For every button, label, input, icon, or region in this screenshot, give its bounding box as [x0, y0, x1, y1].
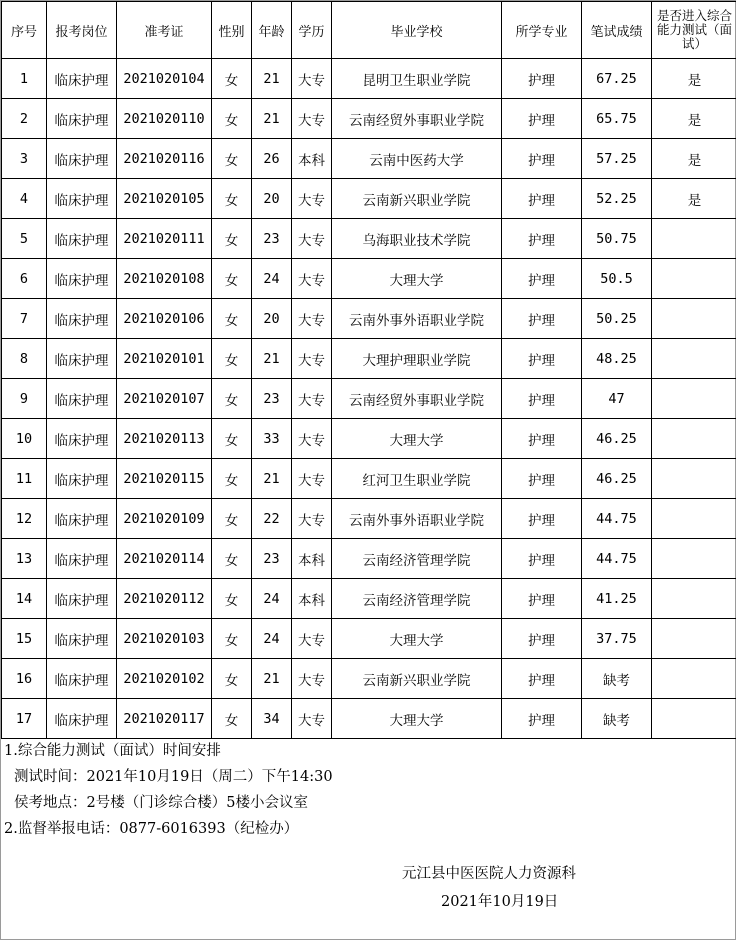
cell-gender: 女 [212, 539, 252, 579]
cell-school: 云南经济管理学院 [332, 579, 502, 619]
header-ticket-number: 准考证 [117, 2, 212, 59]
header-major: 所学专业 [502, 2, 582, 59]
cell-gender: 女 [212, 699, 252, 739]
cell-interview-eligible [652, 699, 736, 739]
cell-written-score: 46.25 [582, 419, 652, 459]
cell-ticket-number: 2021020102 [117, 659, 212, 699]
cell-index: 11 [2, 459, 47, 499]
table-row [2, 579, 736, 619]
cell-written-score: 50.5 [582, 259, 652, 299]
header-school: 毕业学校 [332, 2, 502, 59]
header-education: 学历 [292, 2, 332, 59]
cell-position: 临床护理 [47, 619, 117, 659]
cell-position: 临床护理 [47, 259, 117, 299]
cell-written-score: 41.25 [582, 579, 652, 619]
cell-major: 护理 [502, 619, 582, 659]
cell-index: 8 [2, 339, 47, 379]
cell-interview-eligible [652, 659, 736, 699]
cell-interview-eligible [652, 259, 736, 299]
cell-school: 云南中医药大学 [332, 139, 502, 179]
cell-position: 临床护理 [47, 139, 117, 179]
cell-index: 2 [2, 99, 47, 139]
cell-gender: 女 [212, 619, 252, 659]
cell-written-score: 46.25 [582, 459, 652, 499]
cell-school: 大理大学 [332, 259, 502, 299]
cell-index: 13 [2, 539, 47, 579]
cell-age: 24 [252, 619, 292, 659]
cell-interview-eligible [652, 579, 736, 619]
cell-ticket-number: 2021020106 [117, 299, 212, 339]
cell-age: 23 [252, 539, 292, 579]
header-written-score: 笔试成绩 [582, 2, 652, 59]
cell-education: 大专 [292, 339, 332, 379]
header-interview-eligible: 是否进入综合能力测试（面试） [652, 2, 736, 59]
cell-gender: 女 [212, 499, 252, 539]
table-row [2, 459, 736, 499]
cell-position: 临床护理 [47, 699, 117, 739]
table-header [2, 2, 736, 59]
cell-ticket-number: 2021020114 [117, 539, 212, 579]
cell-index: 9 [2, 379, 47, 419]
cell-school: 大理大学 [332, 619, 502, 659]
cell-written-score: 缺考 [582, 659, 652, 699]
table-row [2, 419, 736, 459]
cell-major: 护理 [502, 699, 582, 739]
cell-gender: 女 [212, 59, 252, 99]
cell-school: 云南经济管理学院 [332, 539, 502, 579]
cell-school: 昆明卫生职业学院 [332, 59, 502, 99]
note-interview-schedule: 1.综合能力测试（面试）时间安排 [4, 743, 221, 759]
cell-ticket-number: 2021020107 [117, 379, 212, 419]
cell-written-score: 57.25 [582, 139, 652, 179]
cell-age: 22 [252, 499, 292, 539]
cell-school: 云南新兴职业学院 [332, 179, 502, 219]
cell-position: 临床护理 [47, 579, 117, 619]
cell-school: 云南外事外语职业学院 [332, 499, 502, 539]
cell-interview-eligible [652, 219, 736, 259]
cell-education: 大专 [292, 619, 332, 659]
cell-major: 护理 [502, 99, 582, 139]
cell-age: 21 [252, 459, 292, 499]
header-gender: 性别 [212, 2, 252, 59]
cell-age: 24 [252, 579, 292, 619]
cell-major: 护理 [502, 219, 582, 259]
note-test-time: 测试时间：2021年10月19日（周二）下午14:30 [14, 769, 333, 785]
cell-school: 大理护理职业学院 [332, 339, 502, 379]
cell-ticket-number: 2021020108 [117, 259, 212, 299]
cell-gender: 女 [212, 579, 252, 619]
cell-index: 3 [2, 139, 47, 179]
cell-ticket-number: 2021020111 [117, 219, 212, 259]
table-row [2, 99, 736, 139]
cell-education: 本科 [292, 139, 332, 179]
cell-age: 21 [252, 339, 292, 379]
header-index: 序号 [2, 2, 47, 59]
cell-written-score: 67.25 [582, 59, 652, 99]
cell-major: 护理 [502, 579, 582, 619]
table-row [2, 179, 736, 219]
cell-education: 大专 [292, 99, 332, 139]
cell-gender: 女 [212, 379, 252, 419]
cell-interview-eligible: 是 [652, 99, 736, 139]
cell-major: 护理 [502, 459, 582, 499]
cell-ticket-number: 2021020116 [117, 139, 212, 179]
cell-interview-eligible: 是 [652, 59, 736, 99]
cell-ticket-number: 2021020112 [117, 579, 212, 619]
cell-position: 临床护理 [47, 539, 117, 579]
table-row [2, 299, 736, 339]
issuing-department: 元江县中医医院人力资源科 [402, 866, 576, 882]
cell-ticket-number: 2021020105 [117, 179, 212, 219]
cell-index: 4 [2, 179, 47, 219]
cell-major: 护理 [502, 539, 582, 579]
cell-gender: 女 [212, 99, 252, 139]
cell-gender: 女 [212, 179, 252, 219]
cell-position: 临床护理 [47, 419, 117, 459]
cell-school: 大理大学 [332, 699, 502, 739]
table-row [2, 59, 736, 99]
cell-education: 大专 [292, 179, 332, 219]
cell-gender: 女 [212, 139, 252, 179]
cell-written-score: 37.75 [582, 619, 652, 659]
table-row [2, 139, 736, 179]
cell-ticket-number: 2021020115 [117, 459, 212, 499]
cell-major: 护理 [502, 419, 582, 459]
cell-age: 21 [252, 99, 292, 139]
cell-ticket-number: 2021020109 [117, 499, 212, 539]
cell-education: 大专 [292, 259, 332, 299]
cell-index: 1 [2, 59, 47, 99]
table-row [2, 539, 736, 579]
cell-interview-eligible [652, 499, 736, 539]
header-position: 报考岗位 [47, 2, 117, 59]
table-body [2, 59, 736, 739]
cell-major: 护理 [502, 299, 582, 339]
cell-interview-eligible [652, 379, 736, 419]
cell-education: 大专 [292, 299, 332, 339]
cell-school: 云南经贸外事职业学院 [332, 379, 502, 419]
cell-interview-eligible [652, 459, 736, 499]
cell-gender: 女 [212, 339, 252, 379]
cell-gender: 女 [212, 259, 252, 299]
cell-school: 云南外事外语职业学院 [332, 299, 502, 339]
cell-interview-eligible [652, 419, 736, 459]
header-age: 年龄 [252, 2, 292, 59]
cell-education: 大专 [292, 219, 332, 259]
cell-education: 大专 [292, 379, 332, 419]
cell-written-score: 48.25 [582, 339, 652, 379]
cell-index: 7 [2, 299, 47, 339]
cell-position: 临床护理 [47, 499, 117, 539]
table-row [2, 339, 736, 379]
cell-education: 大专 [292, 419, 332, 459]
table-row [2, 499, 736, 539]
cell-written-score: 47 [582, 379, 652, 419]
cell-position: 临床护理 [47, 179, 117, 219]
cell-age: 21 [252, 659, 292, 699]
cell-education: 大专 [292, 659, 332, 699]
cell-position: 临床护理 [47, 379, 117, 419]
notes-section [4, 738, 333, 842]
cell-education: 大专 [292, 699, 332, 739]
cell-education: 大专 [292, 59, 332, 99]
cell-position: 临床护理 [47, 99, 117, 139]
header-row [2, 2, 736, 59]
cell-position: 临床护理 [47, 219, 117, 259]
cell-major: 护理 [502, 259, 582, 299]
cell-index: 12 [2, 499, 47, 539]
cell-ticket-number: 2021020110 [117, 99, 212, 139]
cell-interview-eligible: 是 [652, 179, 736, 219]
cell-major: 护理 [502, 139, 582, 179]
cell-ticket-number: 2021020113 [117, 419, 212, 459]
cell-school: 红河卫生职业学院 [332, 459, 502, 499]
cell-ticket-number: 2021020117 [117, 699, 212, 739]
cell-written-score: 44.75 [582, 539, 652, 579]
cell-position: 临床护理 [47, 59, 117, 99]
cell-age: 33 [252, 419, 292, 459]
cell-interview-eligible: 是 [652, 139, 736, 179]
cell-age: 20 [252, 179, 292, 219]
results-table [1, 1, 736, 739]
cell-major: 护理 [502, 379, 582, 419]
table-row [2, 259, 736, 299]
cell-education: 本科 [292, 539, 332, 579]
note-waiting-location: 侯考地点：2号楼（门诊综合楼）5楼小会议室 [14, 795, 308, 811]
cell-school: 云南经贸外事职业学院 [332, 99, 502, 139]
cell-written-score: 52.25 [582, 179, 652, 219]
cell-major: 护理 [502, 339, 582, 379]
cell-index: 6 [2, 259, 47, 299]
cell-major: 护理 [502, 59, 582, 99]
cell-position: 临床护理 [47, 459, 117, 499]
cell-gender: 女 [212, 419, 252, 459]
cell-age: 26 [252, 139, 292, 179]
cell-ticket-number: 2021020104 [117, 59, 212, 99]
cell-ticket-number: 2021020103 [117, 619, 212, 659]
issue-date: 2021年10月19日 [441, 894, 559, 910]
cell-education: 大专 [292, 459, 332, 499]
table-row [2, 659, 736, 699]
cell-age: 23 [252, 379, 292, 419]
table-row [2, 379, 736, 419]
cell-age: 23 [252, 219, 292, 259]
cell-position: 临床护理 [47, 299, 117, 339]
cell-school: 云南新兴职业学院 [332, 659, 502, 699]
cell-index: 5 [2, 219, 47, 259]
note-supervision-phone: 2.监督举报电话：0877-6016393（纪检办） [4, 821, 299, 837]
cell-position: 临床护理 [47, 659, 117, 699]
cell-interview-eligible [652, 539, 736, 579]
table-row [2, 699, 736, 739]
cell-index: 17 [2, 699, 47, 739]
cell-age: 20 [252, 299, 292, 339]
cell-major: 护理 [502, 499, 582, 539]
cell-gender: 女 [212, 299, 252, 339]
cell-interview-eligible [652, 619, 736, 659]
cell-written-score: 缺考 [582, 699, 652, 739]
cell-gender: 女 [212, 459, 252, 499]
cell-school: 大理大学 [332, 419, 502, 459]
cell-written-score: 65.75 [582, 99, 652, 139]
cell-written-score: 44.75 [582, 499, 652, 539]
cell-written-score: 50.75 [582, 219, 652, 259]
cell-education: 本科 [292, 579, 332, 619]
cell-major: 护理 [502, 179, 582, 219]
cell-school: 乌海职业技术学院 [332, 219, 502, 259]
cell-index: 16 [2, 659, 47, 699]
cell-gender: 女 [212, 219, 252, 259]
table-row [2, 619, 736, 659]
cell-interview-eligible [652, 299, 736, 339]
cell-ticket-number: 2021020101 [117, 339, 212, 379]
cell-gender: 女 [212, 659, 252, 699]
cell-written-score: 50.25 [582, 299, 652, 339]
cell-education: 大专 [292, 499, 332, 539]
cell-position: 临床护理 [47, 339, 117, 379]
cell-index: 15 [2, 619, 47, 659]
cell-index: 14 [2, 579, 47, 619]
cell-age: 21 [252, 59, 292, 99]
cell-interview-eligible [652, 339, 736, 379]
cell-major: 护理 [502, 659, 582, 699]
cell-index: 10 [2, 419, 47, 459]
cell-age: 34 [252, 699, 292, 739]
cell-age: 24 [252, 259, 292, 299]
table-row [2, 219, 736, 259]
